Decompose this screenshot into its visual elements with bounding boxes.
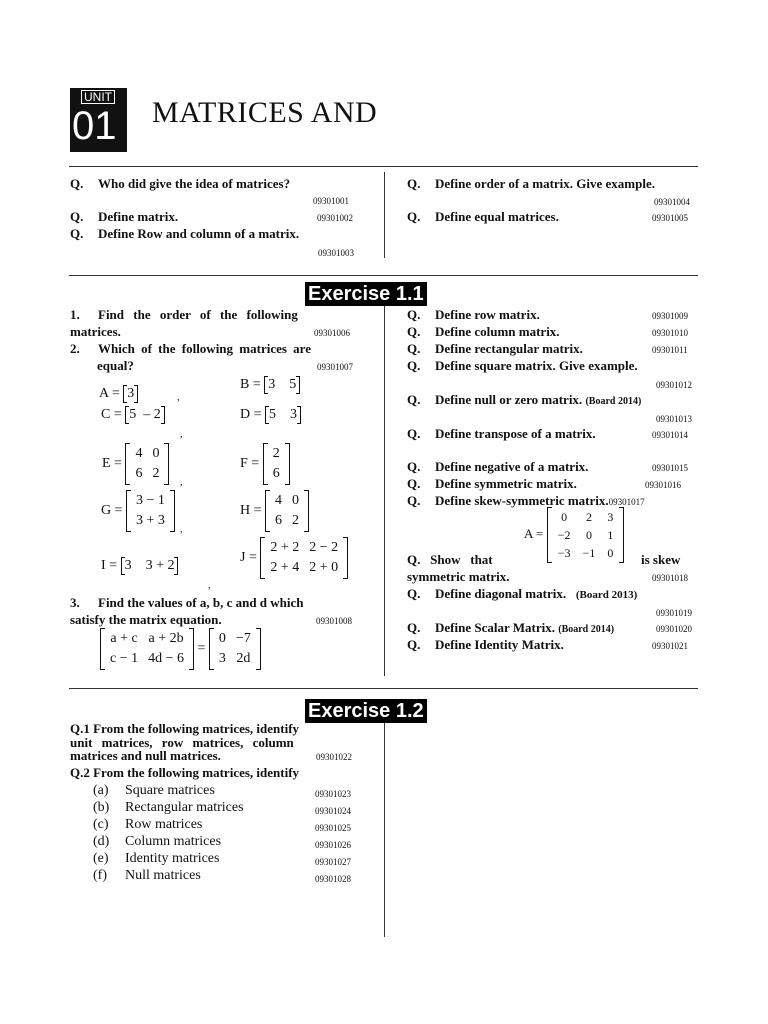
column-divider [384, 172, 385, 258]
list-item: (c) Row matrices 09301025 [93, 817, 351, 833]
question-code: 09301006 [314, 328, 350, 338]
matrix-J: J = 2 + 2 2 − 2 2 + 4 2 + 0 [240, 537, 348, 579]
intro-question: Q. Define Row and column of a matrix. [70, 226, 300, 241]
exercise-question: Q. Define Scalar Matrix. (Board 2014) [407, 620, 615, 635]
matrix-B: B = 3 5 [240, 376, 300, 394]
sub-item-list [93, 782, 358, 884]
exercise-question-cont: unit matrices, row matrices, column [70, 735, 294, 750]
exercise-question: Q. Define transpose of a matrix. [407, 426, 596, 441]
exercise-question: 3. Find the values of a, b, c and d which [70, 595, 304, 610]
intro-question: Q. Define order of a matrix. Give example. [407, 176, 655, 191]
matrix-E: E = 4 0 6 2 [102, 443, 169, 485]
exercise-question: Q. Define column matrix. [407, 324, 560, 339]
divider [69, 275, 698, 276]
question-code: 09301021 [652, 641, 688, 651]
unit-number: 01 [72, 104, 117, 148]
exercise-question: Q. Define rectangular matrix. [407, 341, 583, 356]
list-item: (b) Rectangular matrices 09301024 [93, 800, 351, 816]
exercise-question: Q. Define row matrix. [407, 307, 540, 322]
question-code: 09301019 [656, 608, 692, 618]
exercise-question: Q. Define negative of a matrix. [407, 459, 589, 474]
exercise-question-cont: satisfy the matrix equation. [70, 612, 222, 627]
list-item: (a) Square matrices 09301023 [93, 783, 351, 799]
exercise-question-cont: symmetric matrix. [407, 569, 510, 584]
exercise-question: Q. Show that [407, 552, 493, 567]
comma: , [180, 429, 183, 440]
question-code: 09301002 [317, 213, 353, 223]
matrix-C: C = 5 – 2 [101, 406, 165, 424]
question-code: 09301001 [313, 196, 349, 206]
question-code: 09301011 [652, 345, 688, 355]
exercise-question: 2. Which of the following matrices are [70, 341, 311, 356]
skew-matrix: A = 0 2 3 −2 0 1 −3 −1 0 [524, 507, 624, 563]
column-divider [384, 723, 385, 937]
column-divider [384, 306, 385, 676]
question-code: 09301016 [645, 480, 681, 490]
exercise-question-cont: equal? [97, 358, 134, 373]
matrix-equation: a + c a + 2b c − 1 4d − 6 = 0 −7 3 2d [100, 628, 261, 670]
question-code: 09301013 [656, 414, 692, 424]
intro-question: Q. Define equal matrices. [407, 209, 559, 224]
question-code: 09301005 [652, 213, 688, 223]
list-item: (f) Null matrices 09301028 [93, 868, 351, 884]
list-item: (e) Identity matrices 09301027 [93, 851, 351, 867]
matrix-I: I = 3 3 + 2 [101, 557, 178, 575]
comma: , [180, 477, 183, 488]
exercise-question: Q. Define symmetric matrix. [407, 476, 577, 491]
question-code: 09301004 [654, 197, 690, 207]
exercise-question: Q. Define skew-symmetric matrix.09301017 [407, 493, 645, 508]
question-code: 09301015 [652, 463, 688, 473]
exercise-question: Q. Define null or zero matrix. (Board 2014) [407, 392, 642, 407]
list-item: (d) Column matrices 09301026 [93, 834, 351, 850]
exercise-question-cont: matrices. [70, 324, 121, 339]
exercise-title: Exercise 1.1 [305, 282, 427, 306]
question-code: 09301003 [318, 248, 354, 258]
question-code: 09301018 [652, 573, 688, 583]
matrix-G: G = 3 − 1 3 + 3 [101, 490, 175, 532]
matrix-F: F = 2 6 [240, 443, 290, 485]
question-code: 09301007 [317, 362, 353, 372]
question-code: 09301020 [656, 624, 692, 634]
exercise-question: 1. Find the order of the following [70, 307, 298, 322]
exercise-question: Q.2 From the following matrices, identify [70, 765, 300, 780]
comma: , [180, 524, 183, 535]
question-code: 09301014 [652, 430, 688, 440]
matrix-H: H = 4 0 6 2 [240, 490, 309, 532]
question-code: 09301009 [652, 311, 688, 321]
exercise-question-cont: is skew [641, 552, 681, 567]
exercise-title: Exercise 1.2 [305, 699, 427, 723]
intro-question: Q. Who did give the idea of matrices? [70, 176, 291, 191]
exercise-question: Q. Define square matrix. Give example. [407, 358, 638, 373]
matrix-A: A = 3 [99, 385, 138, 403]
question-code: 09301012 [656, 380, 692, 390]
exercise-question: Q.1 From the following matrices, identify [70, 721, 300, 736]
exercise-question: Q. Define diagonal matrix. (Board 2013) [407, 586, 638, 601]
exercise-question: Q. Define Identity Matrix. [407, 637, 564, 652]
question-code: 09301010 [652, 328, 688, 338]
divider [69, 166, 698, 167]
unit-label: UNIT [81, 90, 115, 104]
comma: , [208, 580, 211, 591]
matrix-D: D = 5 3 [240, 406, 301, 424]
exercise-question-cont: matrices and null matrices. [70, 748, 221, 763]
chapter-title: MATRICES AND [152, 96, 378, 129]
intro-question: Q. Define matrix. [70, 209, 179, 224]
question-code: 09301022 [316, 752, 352, 762]
comma: , [177, 392, 180, 403]
divider [69, 688, 698, 689]
question-code: 09301008 [316, 616, 352, 626]
